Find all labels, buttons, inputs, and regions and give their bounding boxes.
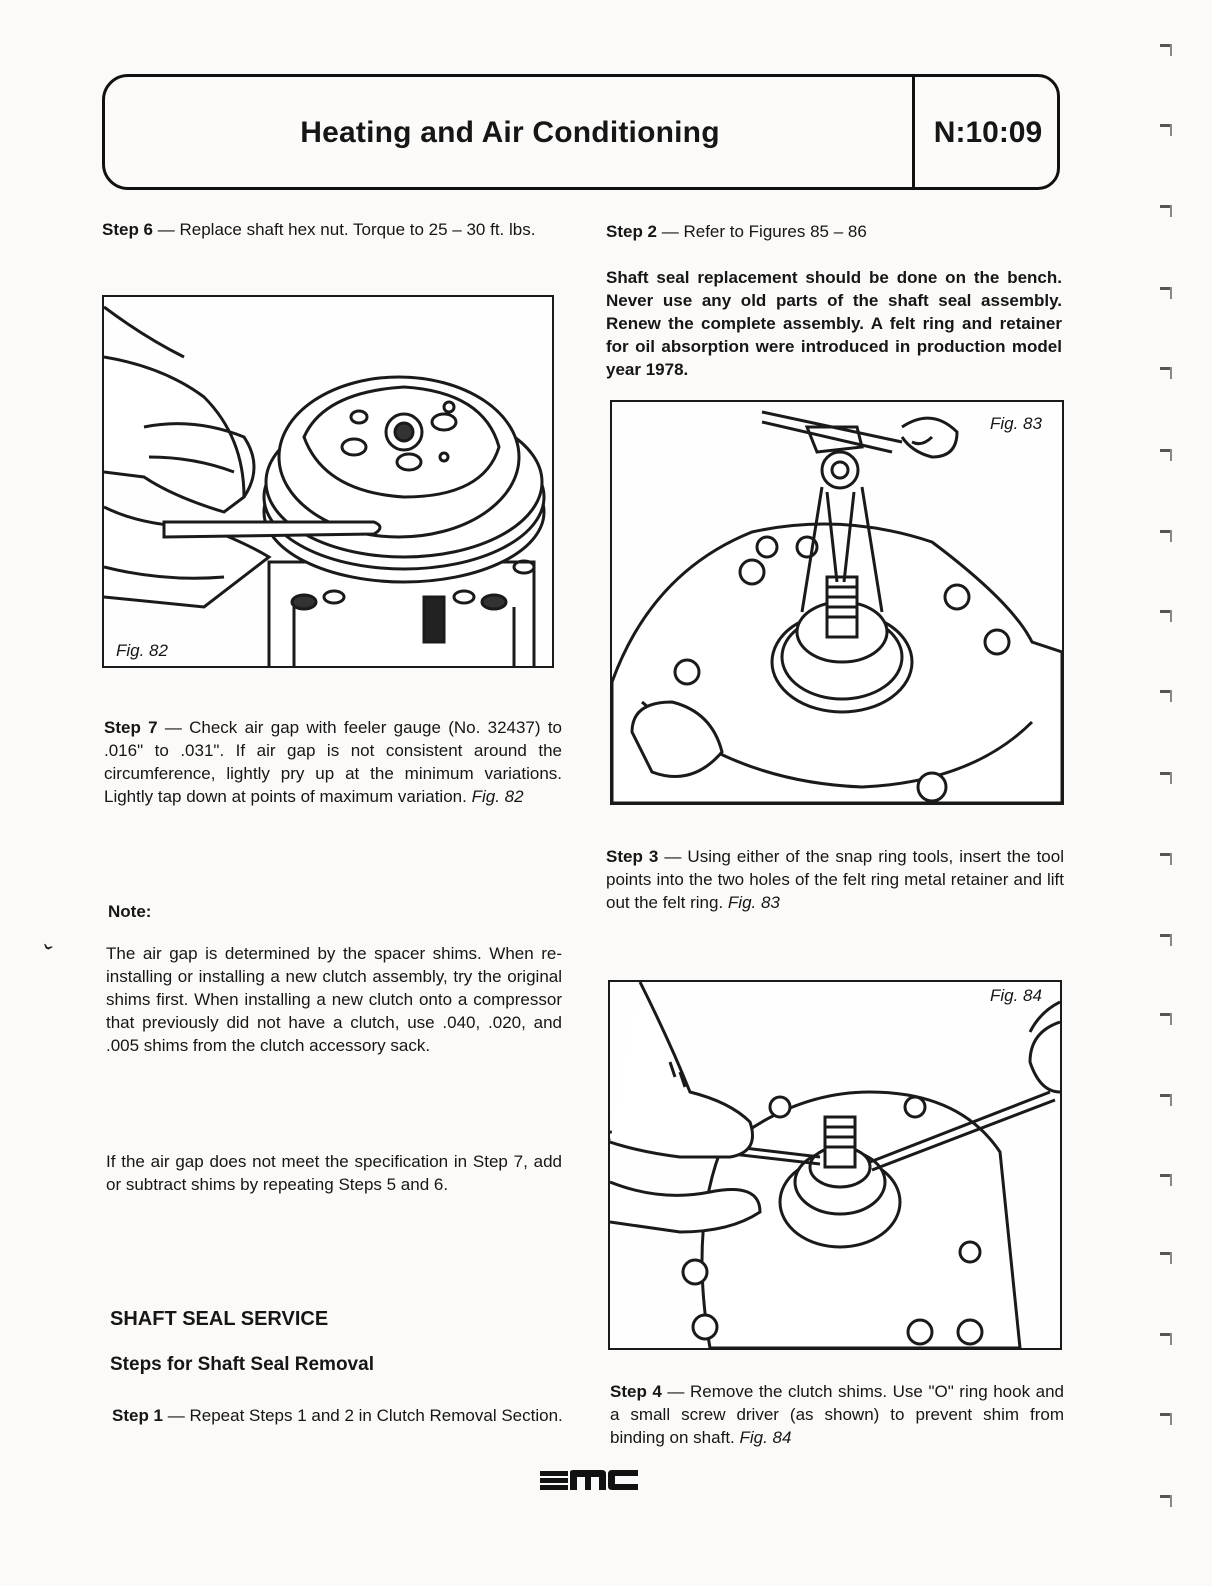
figure-83-label: Fig. 83 [990, 414, 1042, 433]
note-heading: Note: [108, 902, 152, 921]
binding-mark [1160, 1094, 1172, 1097]
dmc-logo-text [540, 1468, 542, 1469]
binding-mark [1160, 1333, 1172, 1336]
binding-mark [1160, 530, 1172, 533]
dmc-logo-graphic [540, 1468, 640, 1492]
step-2-text: — Refer to Figures 85 – 86 [657, 222, 867, 241]
page-code: N:10:09 [933, 116, 1043, 149]
figure-82-label: Fig. 82 [116, 641, 168, 660]
binding-mark [1160, 610, 1172, 613]
step-6-paragraph [102, 218, 562, 241]
binding-mark [1160, 205, 1172, 208]
step-7-text: — Check air gap with feeler gauge (No. 32437) to .016" to .031". If air gap is not consistent around the circumference, lightly pry up at the minimum variations. Lightly tap down at points of maximum variation. [104, 718, 562, 806]
dmc-logo [540, 1468, 640, 1492]
step-4-label: Step 4 [610, 1382, 662, 1401]
binding-mark [1160, 772, 1172, 775]
step-3-fig-ref: Fig. 83 [727, 893, 780, 912]
binding-mark [1160, 287, 1172, 290]
step-3-label: Step 3 [606, 847, 659, 866]
binding-mark [1160, 1495, 1172, 1498]
margin-mark: ˇ [35, 939, 55, 972]
step-6-label: Step 6 [102, 220, 154, 239]
binding-mark [1160, 853, 1172, 856]
binding-mark [1160, 124, 1172, 127]
step-4-fig-ref: Fig. 84 [739, 1428, 792, 1447]
air-gap-text: If the air gap does not meet the specification in Step 7, add or subtract shims by repeating Steps 5 and 6. [106, 1152, 562, 1194]
step-6-text: — Replace shaft hex nut. Torque to 25 – 30 ft. lbs. [153, 220, 536, 239]
binding-mark [1160, 934, 1172, 937]
step-1-text: — Repeat Steps 1 and 2 in Clutch Removal Section. [163, 1406, 563, 1425]
step-2-paragraph [606, 220, 1062, 243]
figure-82-illustration [104, 297, 552, 666]
step-1-label: Step 1 [112, 1406, 164, 1425]
figure-83-illustration [612, 402, 1062, 803]
subheading: Steps for Shaft Seal Removal [110, 1354, 374, 1375]
note-text: The air gap is determined by the spacer shims. When re-installing or installing a new clutch assembly, try the original shims first. When installing a new clutch onto a compressor that previously did not have a clutch, use .040, .020, and .005 shims from the clutch accessory sack. [106, 944, 562, 1055]
step-2-label: Step 2 [606, 222, 658, 241]
binding-mark [1160, 1413, 1172, 1416]
figure-83 [610, 400, 1064, 805]
shaft-seal-note: Shaft seal replacement should be done on the bench. Never use any old parts of the shaft seal assembly. Renew the complete assembly. A felt ring and retainer for oil absorption were introduced in production model year 1978. [606, 268, 1062, 379]
step-3-text: — Using either of the snap ring tools, insert the tool points into the two holes of the felt ring metal retainer and lift out the felt ring. [606, 847, 1064, 912]
figure-82 [102, 295, 554, 668]
step-7-label: Step 7 [104, 718, 158, 737]
section-heading: SHAFT SEAL SERVICE [110, 1308, 329, 1330]
step-1-paragraph [112, 1404, 564, 1427]
figure-84-label: Fig. 84 [990, 986, 1042, 1005]
step-4-text: — Remove the clutch shims. Use "O" ring hook and a small screw driver (as shown) to prevent shim from binding on shaft. [610, 1382, 1064, 1447]
figure-84-illustration [610, 982, 1060, 1348]
step-7-fig-ref: Fig. 82 [471, 787, 524, 806]
binding-mark [1160, 1252, 1172, 1255]
page-title: Heating and Air Conditioning [300, 116, 720, 149]
step-7-paragraph [104, 716, 562, 808]
binding-mark [1160, 367, 1172, 370]
step-4-paragraph [610, 1380, 1064, 1449]
binding-mark [1160, 1174, 1172, 1177]
binding-mark [1160, 690, 1172, 693]
binding-mark [1160, 44, 1172, 47]
binding-mark [1160, 1013, 1172, 1016]
figure-84 [608, 980, 1062, 1350]
header-divider [912, 76, 915, 188]
binding-mark [1160, 449, 1172, 452]
step-3-paragraph [606, 845, 1064, 914]
